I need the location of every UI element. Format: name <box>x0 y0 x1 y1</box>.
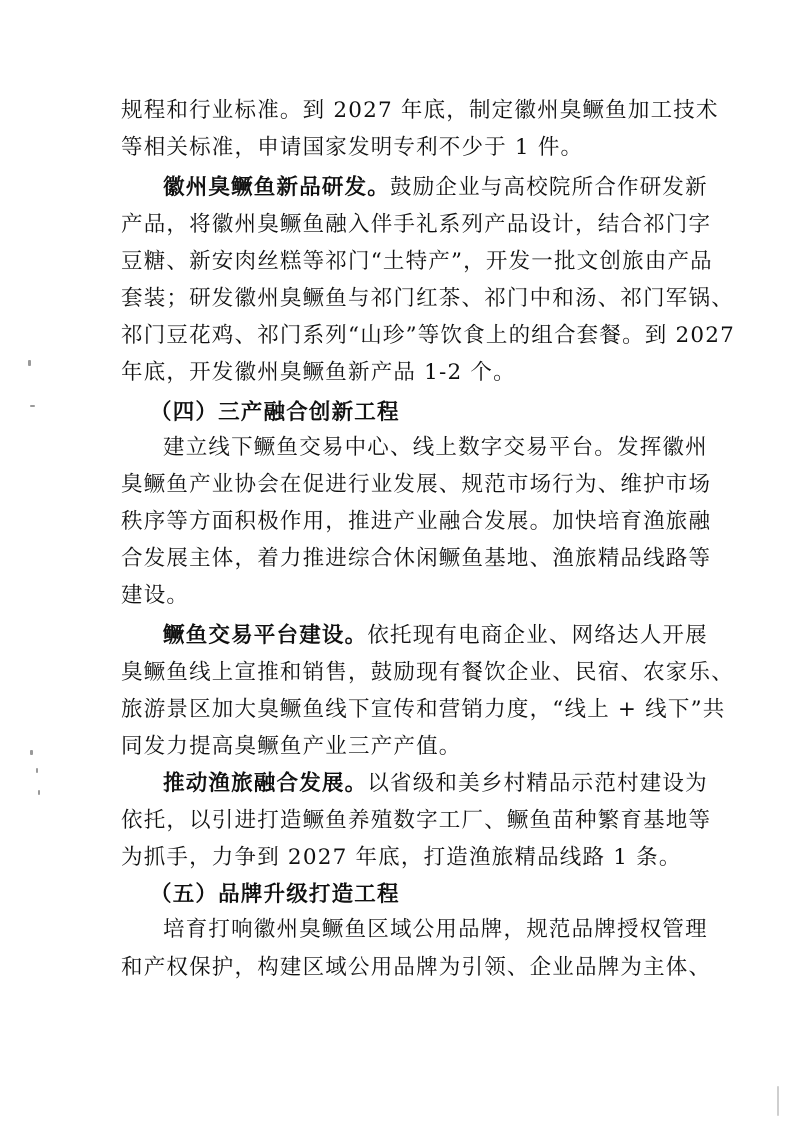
text-line: 同发力提高臭鳜鱼产业三产产值。 <box>121 734 462 759</box>
text-line: 年底，开发徽州臭鳜鱼新产品 1-2 个。 <box>121 360 516 385</box>
paragraph-bold-lead: 徽州臭鳜鱼新品研发。 <box>163 175 391 200</box>
text-line: 臭鳜鱼产业协会在促进行业发展、规范市场行为、维护市场 <box>121 472 712 497</box>
text-line: 臭鳜鱼线上宣推和销售，鼓励现有餐饮企业、民宿、农家乐、 <box>121 660 734 685</box>
paragraph-lead-rest: 以省级和美乡村精品示范村建设为 <box>367 771 708 796</box>
paragraph-lead-rest: 鼓励企业与高校院所合作研发新 <box>390 175 708 200</box>
text-line: 和产权保护，构建区域公用品牌为引领、企业品牌为主体、 <box>121 955 712 980</box>
scan-speck <box>30 750 33 755</box>
scan-speck <box>36 768 38 773</box>
text-line: 产品，将徽州臭鳜鱼融入伴手礼系列产品设计，结合祁门字 <box>121 212 712 237</box>
text-line: 旅游景区加大臭鳜鱼线下宣传和营销力度，“线上 + 线下”共 <box>121 697 726 722</box>
scan-edge <box>777 1086 779 1116</box>
section-heading: （四）三产融合创新工程 <box>150 400 400 425</box>
text-line: 培育打响徽州臭鳜鱼区域公用品牌，规范品牌授权管理 <box>163 917 708 942</box>
paragraph-lead-line <box>163 624 708 648</box>
paragraph-lead-line <box>163 176 708 200</box>
text-line: 依托，以引进打造鳜鱼养殖数字工厂、鳜鱼苗种繁育基地等 <box>121 808 712 833</box>
paragraph-bold-lead: 鳜鱼交易平台建设。 <box>163 623 368 648</box>
text-line: 祁门豆花鸡、祁门系列“山珍”等饮食上的组合套餐。到 2027 <box>121 323 736 348</box>
text-line: 合发展主体，着力推进综合休闲鳜鱼基地、渔旅精品线路等 <box>121 546 712 571</box>
paragraph-lead-line <box>163 772 708 796</box>
section-heading: （五）品牌升级打造工程 <box>150 882 400 907</box>
scan-speck <box>30 405 35 407</box>
text-line: 规程和行业标准。到 2027 年底，制定徽州臭鳜鱼加工技术 <box>121 98 719 123</box>
text-line: 套装；研发徽州臭鳜鱼与祁门红茶、祁门中和汤、祁门军锅、 <box>121 286 734 311</box>
scan-speck <box>28 360 31 366</box>
text-line: 建设。 <box>121 583 190 608</box>
text-line: 为抓手，力争到 2027 年底，打造渔旅精品线路 1 条。 <box>121 845 682 870</box>
text-line: 等相关标准，申请国家发明专利不少于 1 件。 <box>121 135 584 160</box>
text-line: 建立线下鳜鱼交易中心、线上数字交易平台。发挥徽州 <box>163 435 708 460</box>
scan-speck <box>38 790 40 795</box>
text-line: 豆糖、新安肉丝糕等祁门“土特产”，开发一批文创旅由产品 <box>121 249 713 274</box>
text-line: 秩序等方面积极作用，推进产业融合发展。加快培育渔旅融 <box>121 509 712 534</box>
paragraph-lead-rest: 依托现有电商企业、网络达人开展 <box>367 623 708 648</box>
paragraph-bold-lead: 推动渔旅融合发展。 <box>163 771 368 796</box>
